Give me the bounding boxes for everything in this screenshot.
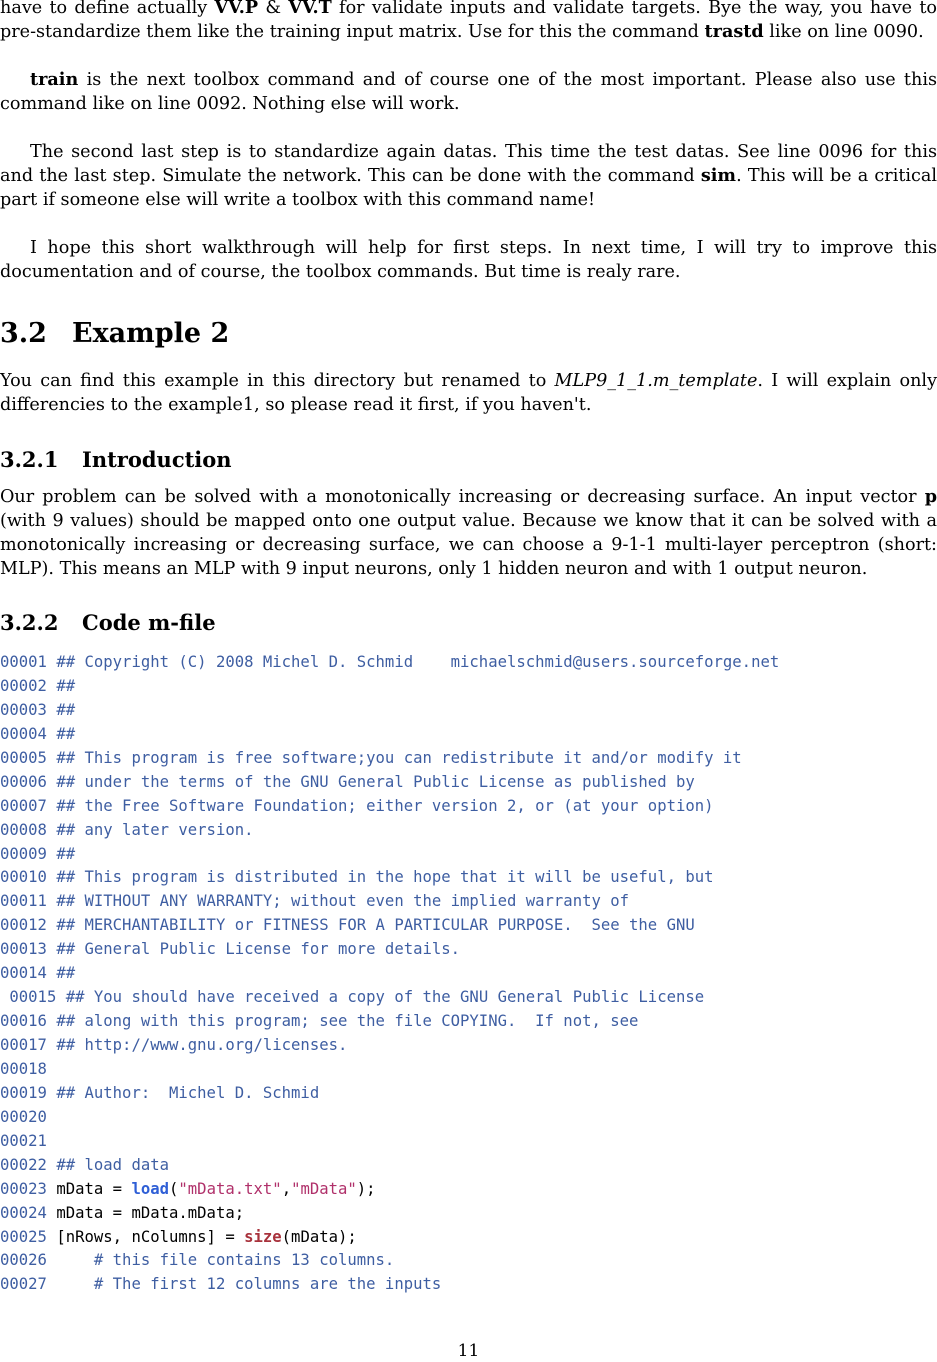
code-line — [0, 985, 779, 1009]
subsection-title: Code m-file — [82, 610, 216, 635]
text: & — [258, 0, 289, 18]
line-number: 00023 — [0, 1179, 47, 1198]
line-number: 00027 — [0, 1275, 47, 1294]
text: . This will be a critical part if someone else will write a toolbox with this command name! — [0, 166, 937, 210]
line-number: 00008 — [0, 820, 47, 839]
code-comment: # The first 12 columns are the inputs — [46, 1275, 442, 1294]
code-line — [0, 1248, 779, 1272]
line-number: 00017 — [0, 1036, 47, 1054]
line-number: 00003 — [0, 700, 47, 719]
code-line — [0, 1081, 779, 1105]
paragraph-sim — [0, 140, 937, 212]
code-line — [0, 1129, 779, 1153]
bold-term: sim — [700, 165, 737, 186]
code-comment: ## along with this program; see the file COPYING. If not, see — [46, 1012, 639, 1031]
code-text: ( — [169, 1179, 179, 1198]
line-number: 00018 — [0, 1059, 47, 1078]
filename: MLP9_1_1.m_template — [554, 371, 758, 391]
code-comment: ## — [46, 964, 76, 983]
code-text: , — [281, 1179, 292, 1198]
code-keyword: load — [131, 1179, 170, 1198]
code-comment: ## Copyright (C) 2008 Michel D. Schmid michaelschmid@users.sourceforge.net — [46, 653, 780, 671]
bold-term: p — [924, 486, 937, 507]
code-comment: ## MERCHANTABILITY or FITNESS FOR A PARTICULAR PURPOSE. See the GNU — [46, 916, 695, 935]
code-string: "mData" — [291, 1179, 357, 1198]
code-text: mData = mData.mData; — [46, 1203, 245, 1222]
code-comment: ## This program is free software;you can redistribute it and/or modify it — [46, 748, 742, 767]
code-line — [0, 770, 779, 794]
code-comment: ## — [46, 700, 76, 719]
code-comment: ## http://www.gnu.org/licenses. — [46, 1036, 348, 1054]
code-line — [0, 1033, 779, 1057]
text: (with 9 values) should be mapped onto one output value. Because we know that it can be solved with a monotonically increasing or decreasing surface, we can choose a 9-1-1 multi-layer perceptron (short: MLP). This means an MLP with 9 input neurons, only 1 hidden neuron and with 1 output neuron. — [0, 511, 937, 579]
text: I hope this short walkthrough will help for first steps. In next time, I will try to improve this documentation and of course, the toolbox commands. But time is realy rare. — [0, 238, 937, 282]
code-line — [0, 698, 779, 722]
code-line — [0, 865, 779, 889]
introduction-text — [0, 485, 937, 581]
code-comment: ## This program is distributed in the hope that it will be useful, but — [46, 868, 714, 887]
code-comment: ## any later version. — [46, 820, 254, 839]
line-number: 00006 — [0, 772, 47, 791]
code-comment: ## — [46, 724, 76, 743]
text: The second last step is to standardize again datas. This time the test datas. See line 0096 for this and the last step. Simulate the network. This can be done with the command — [0, 142, 937, 186]
code-line — [0, 1057, 779, 1081]
subsection-number: 3.2.1 — [0, 447, 59, 472]
code-line — [0, 1105, 779, 1129]
code-line — [0, 650, 779, 674]
paragraph-train — [0, 68, 937, 116]
code-line — [0, 842, 779, 866]
code-line — [0, 913, 779, 937]
line-number: 00010 — [0, 868, 47, 887]
code-comment: ## General Public License for more details. — [46, 940, 461, 959]
code-comment: ## — [46, 844, 76, 863]
line-number: 00026 — [0, 1251, 47, 1270]
text: . I will explain only differencies to the example1, so please read it first, if you haven't. — [0, 371, 937, 415]
line-number: 00005 — [0, 748, 47, 767]
text: You can find this example in this directory but renamed to — [0, 371, 555, 391]
code-comment: ## Author: Michel D. Schmid — [46, 1083, 320, 1102]
paragraph-validation — [0, 0, 937, 44]
bold-term: trastd — [704, 21, 764, 42]
code-line — [0, 674, 779, 698]
line-number: 00021 — [0, 1131, 47, 1150]
code-line — [0, 937, 779, 961]
line-number: 00001 — [0, 653, 47, 671]
line-number: 00020 — [0, 1107, 47, 1126]
code-comment: ## WITHOUT ANY WARRANTY; without even the implied warranty of — [46, 892, 630, 911]
code-text: [nRows, nColumns] = — [46, 1227, 245, 1246]
subsection-number: 3.2.2 — [0, 610, 59, 635]
code-line — [0, 794, 779, 818]
code-string: "mData.txt" — [178, 1179, 282, 1198]
code-text: ); — [356, 1179, 376, 1198]
text: have to define actually — [0, 0, 215, 18]
line-number: 00024 — [0, 1203, 47, 1222]
subsection-title: Introduction — [82, 447, 232, 472]
code-comment: ## You should have received a copy of the GNU General Public License — [56, 988, 705, 1007]
code-text: (mData); — [281, 1227, 357, 1246]
line-number: 00002 — [0, 676, 47, 695]
bold-term: VV.P — [214, 0, 259, 18]
code-comment: ## under the terms of the GNU General Public License as published by — [46, 772, 695, 791]
code-keyword: size — [244, 1227, 282, 1246]
line-number: 00007 — [0, 796, 47, 815]
code-line — [0, 961, 779, 985]
line-number: 00014 — [0, 964, 47, 983]
line-number: 00011 — [0, 892, 47, 911]
page-number: 11 — [457, 1341, 480, 1361]
code-line — [0, 889, 779, 913]
code-comment: ## the Free Software Foundation; either version 2, or (at your option) — [46, 796, 714, 815]
text: Our problem can be solved with a monotonically increasing or decreasing surface. An input vector — [0, 487, 925, 507]
text: like on line 0090. — [763, 22, 924, 42]
line-number: 00013 — [0, 940, 47, 959]
line-number: 00019 — [0, 1083, 47, 1102]
code-comment: ## load data — [46, 1155, 170, 1174]
section-intro — [0, 369, 937, 417]
code-line — [0, 722, 779, 746]
line-number: 00016 — [0, 1012, 47, 1031]
section-title: Example 2 — [72, 318, 230, 349]
section-heading — [0, 318, 229, 350]
line-number: 00022 — [0, 1155, 47, 1174]
subsection-heading-code — [0, 610, 216, 636]
code-line — [0, 1153, 779, 1177]
code-line — [0, 1201, 779, 1225]
code-line — [0, 1009, 779, 1033]
line-number: 00012 — [0, 916, 47, 935]
code-line — [0, 1225, 779, 1249]
bold-term: VV.T — [288, 0, 332, 18]
code-comment: # this file contains 13 columns. — [46, 1251, 395, 1270]
line-number: 00025 — [0, 1227, 47, 1246]
code-line — [0, 1272, 779, 1296]
line-number: 00004 — [0, 724, 47, 743]
paragraph-walkthrough — [0, 236, 937, 284]
line-number: 00015 — [0, 988, 57, 1007]
code-comment: ## — [46, 676, 76, 695]
line-number: 00009 — [0, 844, 47, 863]
code-text: mData = — [46, 1179, 132, 1198]
section-number: 3.2 — [0, 318, 47, 349]
code-listing — [0, 650, 779, 1296]
text: is the next toolbox command and of course one of the most important. Please also use this command like on line 0092. Nothing else will work. — [0, 70, 937, 114]
code-line — [0, 818, 779, 842]
code-line — [0, 746, 779, 770]
bold-term: train — [30, 69, 79, 90]
text: for validate inputs and validate targets. Bye the way, you have to pre-standardize them like the training input matrix. Use for this the command — [0, 0, 937, 42]
subsection-heading-introduction — [0, 447, 232, 473]
code-line — [0, 1177, 779, 1201]
